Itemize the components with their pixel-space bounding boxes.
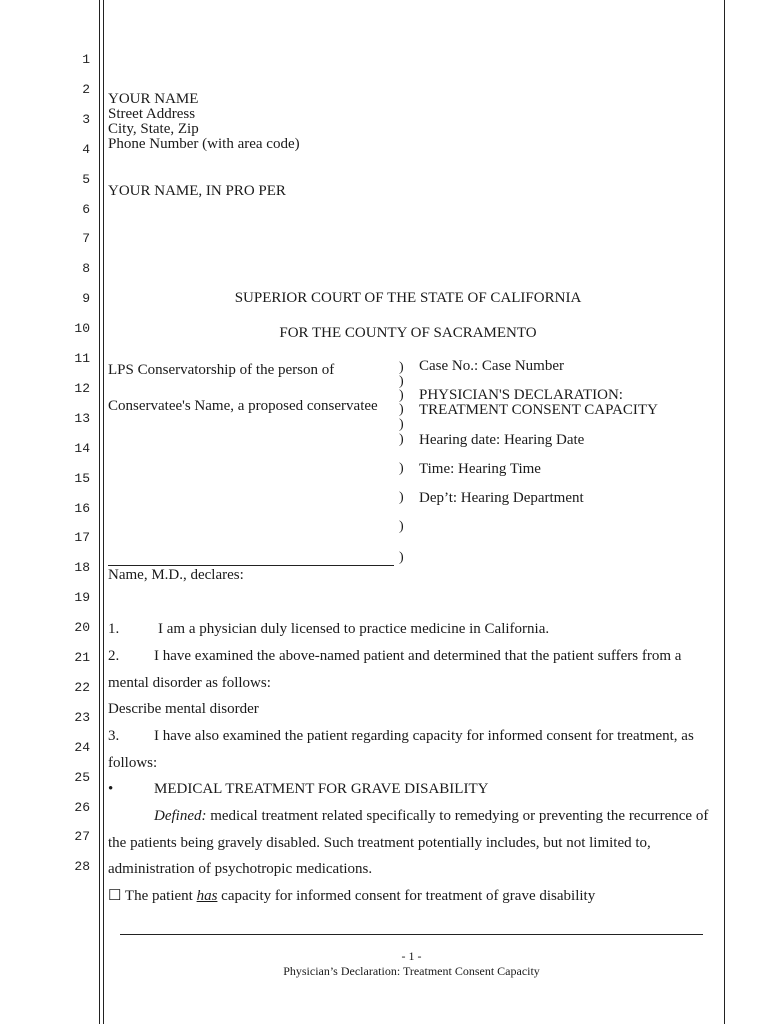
line-number: 4 <box>82 141 90 157</box>
line-number: 28 <box>74 859 90 875</box>
line-number: 18 <box>74 560 90 576</box>
line-number: 16 <box>74 500 90 516</box>
caption-paren: ) <box>399 402 404 417</box>
case-number: Case No.: Case Number <box>419 358 564 374</box>
line-number: 10 <box>74 321 90 337</box>
line-number: 9 <box>82 291 90 307</box>
right-margin-line <box>724 0 725 1024</box>
line-number: 2 <box>82 81 90 97</box>
paragraph-2-number: 2. <box>108 648 120 664</box>
line-number: 23 <box>74 709 90 725</box>
paragraph-1-number: 1. <box>108 621 120 637</box>
footer-rule <box>120 934 703 935</box>
capacity-checkbox-line <box>108 889 595 904</box>
line-number: 24 <box>74 739 90 755</box>
line-number: 5 <box>82 171 90 187</box>
caption-paren: ) <box>399 374 404 389</box>
defined-continued-1: the patients being gravely disabled. Such treatment potentially includes, but not limited to, <box>108 835 651 851</box>
line-number: 7 <box>82 231 90 247</box>
paragraph-2-text: I have examined the above-named patient and determined that the patient suffers from a <box>154 648 682 664</box>
line-number: 25 <box>74 769 90 785</box>
defined-label: Defined: <box>154 808 207 824</box>
street-address: Street Address <box>108 106 196 122</box>
capacity-has: has <box>196 888 218 904</box>
document-title-line2: TREATMENT CONSENT CAPACITY <box>419 402 658 418</box>
line-number: 15 <box>74 470 90 486</box>
paragraph-1-text: I am a physician duly licensed to practice medicine in California. <box>158 621 550 637</box>
caption-paren: ) <box>399 461 404 476</box>
declarant-line: Name, M.D., declares: <box>108 567 244 583</box>
paragraph-2-continued: mental disorder as follows: <box>108 675 271 691</box>
capacity-checkbox[interactable]: ☐ <box>108 888 122 904</box>
mental-disorder-description: Describe mental disorder <box>108 701 259 717</box>
line-number: 8 <box>82 261 90 277</box>
hearing-department: Dep’t: Hearing Department <box>419 490 584 506</box>
attorney-name: YOUR NAME <box>108 91 199 107</box>
line-number: 12 <box>74 380 90 396</box>
left-margin-line-2 <box>103 0 104 1024</box>
defined-continued-2: administration of psychotropic medications. <box>108 861 373 877</box>
hearing-time: Time: Hearing Time <box>419 461 541 477</box>
footer-title: Physician’s Declaration: Treatment Consent Capacity <box>283 964 540 978</box>
line-number: 6 <box>82 201 90 217</box>
line-number: 14 <box>74 440 90 456</box>
caption-underline <box>108 565 394 566</box>
line-number: 11 <box>74 351 90 366</box>
line-number: 20 <box>74 620 90 636</box>
caption-paren: ) <box>399 417 404 432</box>
caption-paren: ) <box>399 519 404 534</box>
city-state-zip: City, State, Zip <box>108 121 199 137</box>
paragraph-3-number: 3. <box>108 728 120 744</box>
bullet: • <box>108 781 114 797</box>
line-number: 21 <box>74 650 90 665</box>
line-number: 19 <box>74 590 90 606</box>
caption-paren: ) <box>399 360 404 375</box>
line-number: 26 <box>74 799 90 815</box>
paragraph-3-continued: follows: <box>108 755 158 771</box>
defined-line <box>154 809 708 824</box>
defined-text: medical treatment related specifically to remedying or preventing the recurrence of <box>206 808 709 824</box>
caption-paren: ) <box>399 388 404 403</box>
left-margin-line-1 <box>99 0 100 1024</box>
document-title-line1: PHYSICIAN'S DECLARATION: <box>419 387 623 403</box>
county-title: FOR THE COUNTY OF SACRAMENTO <box>279 325 537 341</box>
capacity-text-post: capacity for informed consent for treatment of grave disability <box>217 888 596 904</box>
line-number: 22 <box>74 679 90 695</box>
conservatee-name: Conservatee's Name, a proposed conservatee <box>108 398 378 414</box>
line-number: 1 <box>82 52 90 67</box>
page-number: - 1 - <box>401 949 422 963</box>
phone-number: Phone Number (with area code) <box>108 136 300 152</box>
caption-paren: ) <box>399 550 404 565</box>
grave-disability-heading: MEDICAL TREATMENT FOR GRAVE DISABILITY <box>154 781 489 797</box>
line-number: 27 <box>74 829 90 845</box>
caption-paren: ) <box>399 490 404 505</box>
hearing-date: Hearing date: Hearing Date <box>419 432 585 448</box>
line-number: 3 <box>82 111 90 127</box>
court-title: SUPERIOR COURT OF THE STATE OF CALIFORNIA <box>234 290 582 306</box>
capacity-text-pre: The patient <box>121 888 197 904</box>
caption-paren: ) <box>399 432 404 447</box>
line-number: 17 <box>74 530 90 546</box>
pro-per-line: YOUR NAME, IN PRO PER <box>108 183 286 199</box>
caption-party-line: LPS Conservatorship of the person of <box>108 362 335 378</box>
paragraph-3-text: I have also examined the patient regarding capacity for informed consent for treatment, as <box>154 728 694 744</box>
line-number: 13 <box>74 410 90 426</box>
